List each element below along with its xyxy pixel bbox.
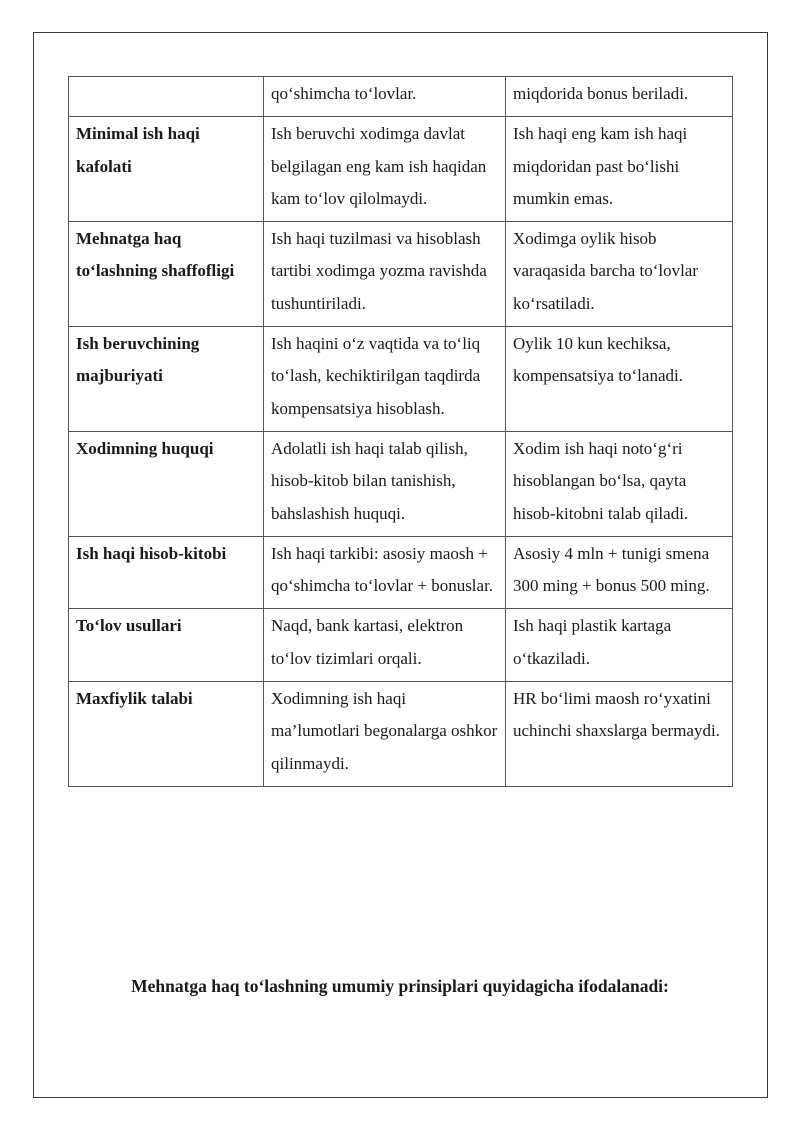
principles-table (68, 76, 733, 787)
table-row (69, 536, 733, 609)
description-cell: Xodimning ish haqi ma’lumotlari begonalarga oshkor qilinmaydi. (264, 682, 506, 787)
example-cell: Ish haqi plastik kartaga o‘tkaziladi. (506, 609, 733, 682)
term-cell: Mehnatga haq to‘lashning shaffofligi (69, 222, 264, 327)
table-row (69, 117, 733, 222)
description-cell: Adolatli ish haqi talab qilish, hisob-kitob bilan tanishish, bahslashish huquqi. (264, 431, 506, 536)
term-cell (69, 77, 264, 117)
section-heading: Mehnatga haq to‘lashning umumiy prinsiplari quyidagicha ifodalanadi: (131, 976, 669, 996)
term-cell: Xodimning huquqi (69, 431, 264, 536)
term-cell: Maxfiylik talabi (69, 682, 264, 787)
term-cell: Minimal ish haqi kafolati (69, 117, 264, 222)
table-row (69, 222, 733, 327)
example-cell: Ish haqi eng kam ish haqi miqdoridan past bo‘lishi mumkin emas. (506, 117, 733, 222)
description-cell: Ish beruvchi xodimga davlat belgilagan eng kam ish haqidan kam to‘lov qilolmaydi. (264, 117, 506, 222)
term-cell: To‘lov usullari (69, 609, 264, 682)
table-row (69, 431, 733, 536)
table-row (69, 682, 733, 787)
example-cell: Asosiy 4 mln + tunigi smena 300 ming + bonus 500 ming. (506, 536, 733, 609)
term-cell: Ish beruvchining majburiyati (69, 327, 264, 432)
description-cell: Ish haqini o‘z vaqtida va to‘liq to‘lash, kechiktirilgan taqdirda kompensatsiya hisoblash. (264, 327, 506, 432)
table-row (69, 609, 733, 682)
description-cell: Ish haqi tarkibi: asosiy maosh + qo‘shimcha to‘lovlar + bonuslar. (264, 536, 506, 609)
example-cell: Xodim ish haqi noto‘g‘ri hisoblangan bo‘lsa, qayta hisob-kitobni talab qiladi. (506, 431, 733, 536)
description-cell: Naqd, bank kartasi, elektron to‘lov tizimlari orqali. (264, 609, 506, 682)
description-cell: qo‘shimcha to‘lovlar. (264, 77, 506, 117)
description-cell: Ish haqi tuzilmasi va hisoblash tartibi xodimga yozma ravishda tushuntiriladi. (264, 222, 506, 327)
table-row (69, 327, 733, 432)
example-cell: HR bo‘limi maosh ro‘yxatini uchinchi shaxslarga bermaydi. (506, 682, 733, 787)
example-cell: Oylik 10 kun kechiksa, kompensatsiya to‘lanadi. (506, 327, 733, 432)
table-row (69, 77, 733, 117)
example-cell: Xodimga oylik hisob varaqasida barcha to‘lovlar ko‘rsatiladi. (506, 222, 733, 327)
example-cell: miqdorida bonus beriladi. (506, 77, 733, 117)
term-cell: Ish haqi hisob-kitobi (69, 536, 264, 609)
